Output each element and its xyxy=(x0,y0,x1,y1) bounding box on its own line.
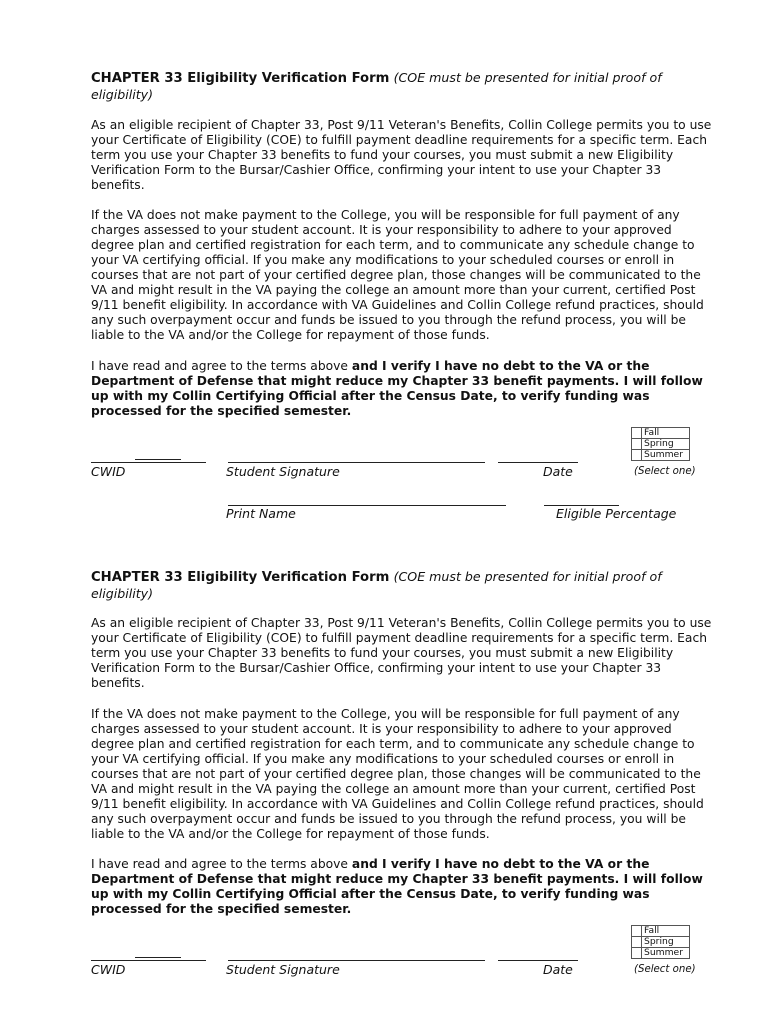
semester-option[interactable] xyxy=(632,428,690,439)
semester-option[interactable] xyxy=(632,937,690,948)
form-title xyxy=(91,569,711,603)
semester-checkbox[interactable] xyxy=(632,450,642,461)
form-title-text: CHAPTER 33 Eligibility Verification Form xyxy=(91,71,390,86)
date-line[interactable] xyxy=(498,960,578,961)
date-line[interactable] xyxy=(498,462,578,463)
semester-label: Summer xyxy=(642,450,690,461)
responsibility-paragraph: If the VA does not make payment to the College, you will be responsible for full payment of any charges assessed to your student account. It is your responsibility to adhere to your approved degree plan and certified registration for each term, and to communicate any schedule change to your VA certifying official. If you make any modifications to your scheduled courses or enroll in courses that are not part of your certified degree plan, those changes will be communicated to the VA and might result in the VA paying the college an amount more than your current, certified Post 9/11 benefit eligibility. In accordance with VA Guidelines and Collin College refund practices, should any such overpayment occur and funds be issued to you through the refund process, you will be liable to the VA and/or the College for repayment of those funds. xyxy=(91,707,704,841)
semester-checkbox[interactable] xyxy=(632,439,642,450)
signature-line[interactable] xyxy=(228,960,485,961)
signature-line[interactable] xyxy=(228,462,485,463)
intro-paragraph: As an eligible recipient of Chapter 33, Post 9/11 Veteran's Benefits, Collin College permits you to use your Certificate of Eligibility (COE) to fulfill payment deadline requirements for a specific term. Each term you use your Chapter 33 benefits to fund your courses, you must submit a new Eligibility Verification Form to the Bursar/Cashier Office, confirming your intent to use your Chapter 33 benefits. xyxy=(91,616,712,690)
semester-checkbox[interactable] xyxy=(632,948,642,959)
form-title-text: CHAPTER 33 Eligibility Verification Form xyxy=(91,570,390,585)
date-label: Date xyxy=(543,962,573,977)
semester-label: Spring xyxy=(642,937,690,948)
agreement-bold-text: and I verify I have no debt to the VA or the Department of Defense that might reduce my Chapter 33 benefit payments. I will follow up with my Collin Certifying Official after the Census Date, to verify funding was processed for the specified semester. xyxy=(91,359,703,418)
semester-label: Spring xyxy=(642,439,690,450)
cwid-label: CWID xyxy=(91,464,126,479)
cwid-label: CWID xyxy=(91,962,126,977)
semester-option[interactable] xyxy=(632,948,690,959)
form-title-note: (COE must be presented for initial proof of eligibility) xyxy=(91,70,662,102)
agreement-paragraph xyxy=(91,359,713,419)
semester-option[interactable] xyxy=(632,450,690,461)
date-label: Date xyxy=(543,464,573,479)
semester-option[interactable] xyxy=(632,439,690,450)
semester-checkbox[interactable] xyxy=(632,926,642,937)
semester-checkbox[interactable] xyxy=(632,937,642,948)
semester-label: Summer xyxy=(642,948,690,959)
cwid-line[interactable] xyxy=(91,462,206,463)
semester-label: Fall xyxy=(642,926,690,937)
semester-option[interactable] xyxy=(632,926,690,937)
cwid-line-inner xyxy=(135,459,181,460)
intro-paragraph: As an eligible recipient of Chapter 33, Post 9/11 Veteran's Benefits, Collin College permits you to use your Certificate of Eligibility (COE) to fulfill payment deadline requirements for a specific term. Each term you use your Chapter 33 benefits to fund your courses, you must submit a new Eligibility Verification Form to the Bursar/Cashier Office, confirming your intent to use your Chapter 33 benefits. xyxy=(91,118,712,192)
signature-label: Student Signature xyxy=(226,464,340,479)
semester-checkbox[interactable] xyxy=(632,428,642,439)
agreement-paragraph xyxy=(91,857,713,917)
responsibility-paragraph: If the VA does not make payment to the College, you will be responsible for full payment of any charges assessed to your student account. It is your responsibility to adhere to your approved degree plan and certified registration for each term, and to communicate any schedule change to your VA certifying official. If you make any modifications to your scheduled courses or enroll in courses that are not part of your certified degree plan, those changes will be communicated to the VA and might result in the VA paying the college an amount more than your current, certified Post 9/11 benefit eligibility. In accordance with VA Guidelines and Collin College refund practices, should any such overpayment occur and funds be issued to you through the refund process, you will be liable to the VA and/or the College for repayment of those funds. xyxy=(91,208,704,342)
semester-select-table xyxy=(631,427,690,461)
signature-label: Student Signature xyxy=(226,962,340,977)
select-one-note: (Select one) xyxy=(634,964,696,975)
semester-label: Fall xyxy=(642,428,690,439)
agreement-bold-text: and I verify I have no debt to the VA or the Department of Defense that might reduce my Chapter 33 benefit payments. I will follow up with my Collin Certifying Official after the Census Date, to verify funding was processed for the specified semester. xyxy=(91,857,703,916)
form-title-note: (COE must be presented for initial proof of eligibility) xyxy=(91,569,662,601)
form-title xyxy=(91,70,711,104)
semester-select-table xyxy=(631,925,690,959)
agreement-text: I have read and agree to the terms above xyxy=(91,857,352,871)
agreement-text: I have read and agree to the terms above xyxy=(91,359,352,373)
print-name-label: Print Name xyxy=(226,506,296,521)
cwid-line[interactable] xyxy=(91,960,206,961)
select-one-note: (Select one) xyxy=(634,466,696,477)
eligible-percentage-label: Eligible Percentage xyxy=(556,506,677,521)
cwid-line-inner xyxy=(135,957,181,958)
